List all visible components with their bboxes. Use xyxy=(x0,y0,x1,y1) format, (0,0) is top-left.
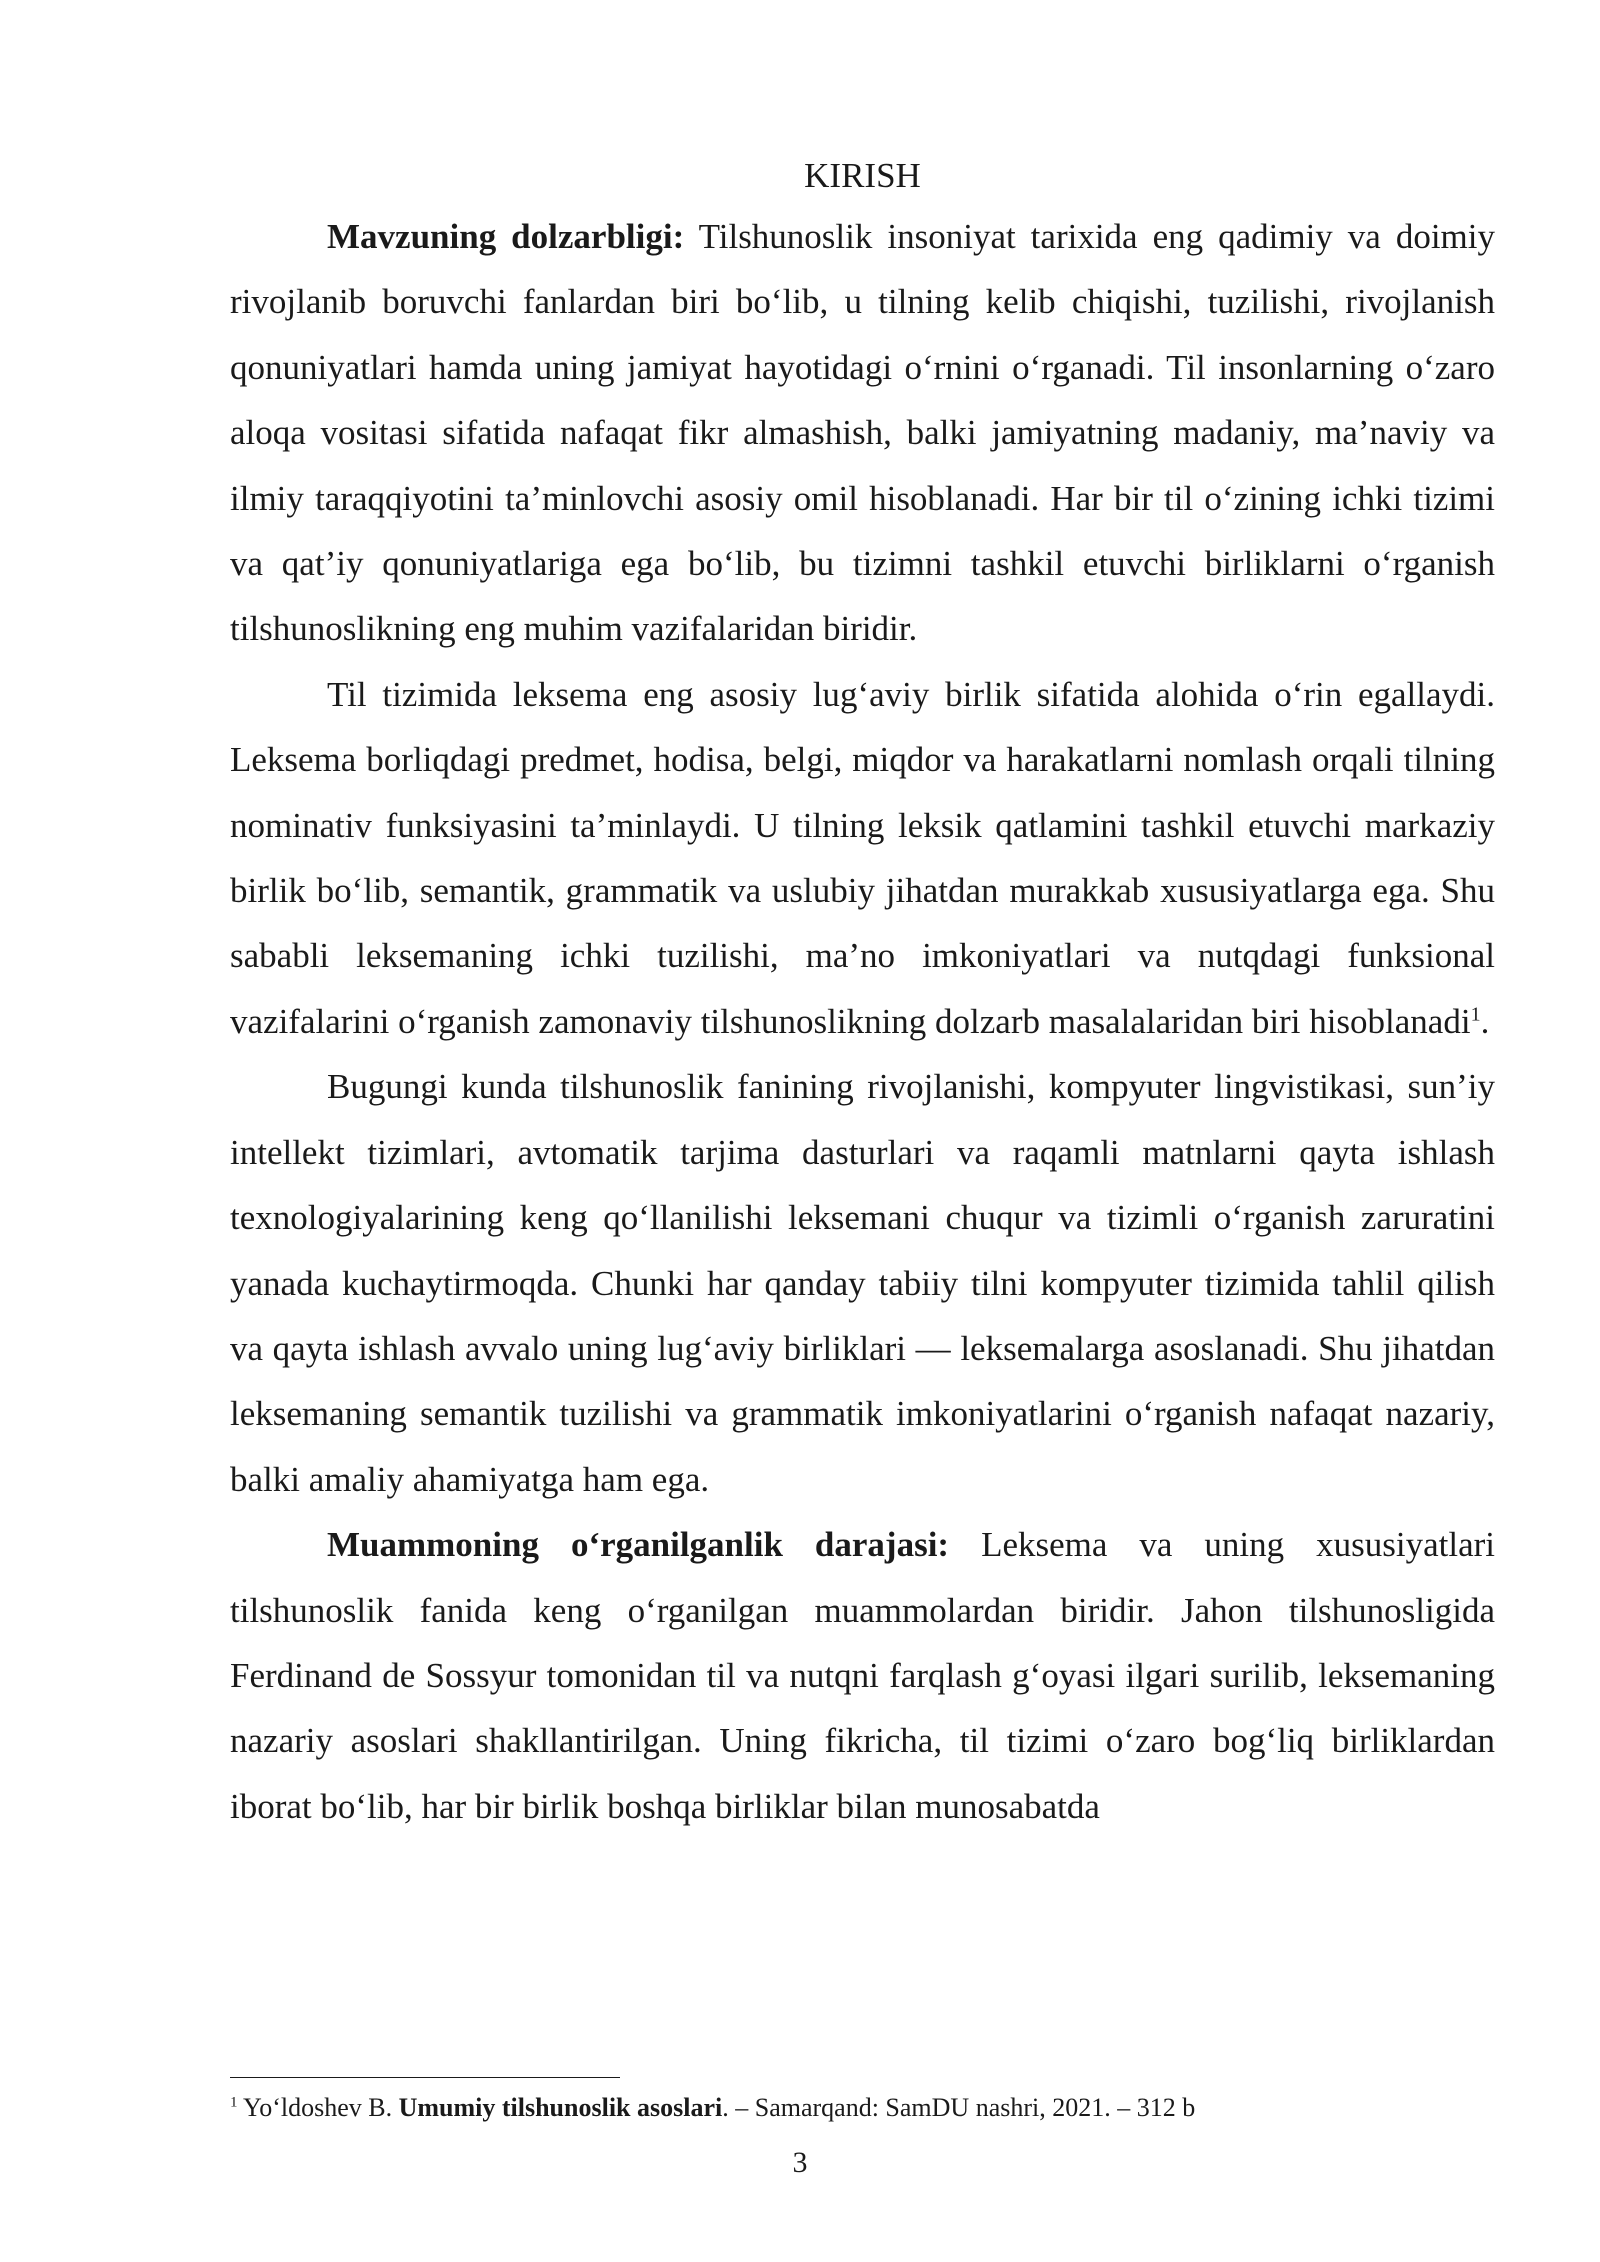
page-body xyxy=(230,148,1495,1839)
paragraph-text: Tilshunoslik insoniyat tarixida eng qadimiy va doimiy rivojlanib boruvchi fanlardan biri bo‘lib, u tilning kelib chiqishi, tuzilishi, rivojlanish qonuniyatlari hamda uning jamiyat hayotidagi o‘rnini o‘rganadi. Til insonlarning o‘zaro aloqa vositasi sifatida nafaqat fikr almashish, balki jamiyatning madaniy, ma’naviy va ilmiy taraqqiyotini ta’minlovchi asosiy omil hisoblanadi. Har bir til o‘zining ichki tizimi va qat’iy qonuniyatlariga ega bo‘lib, bu tizimni tashkil etuvchi birliklarni o‘rganish tilshunoslikning eng muhim vazifalaridan biridir. xyxy=(230,217,1495,649)
footnote-publication: . – Samarqand: SamDU nashri, 2021. – 312 b xyxy=(722,2093,1196,2122)
paragraph-lead-relevance: Mavzuning dolzarbligi: xyxy=(327,217,685,256)
paragraph-tail: . xyxy=(1480,1001,1490,1041)
paragraph-relevance xyxy=(230,204,1495,662)
paragraph-text: Bugungi kunda tilshunoslik fanining rivojlanishi, kompyuter lingvistikasi, sun’iy intellekt tizimlari, avtomatik tarjima dasturlari va raqamli matnlarni qayta ishlash texnologiyalarining keng qo‘llanilishi leksemani chuqur va tizimli o‘rganish zaruratini yanada kuchaytirmoqda. Chunki har qanday tabiiy tilni kompyuter tizimida tahlil qilish va qayta ishlash avvalo uning lug‘aviy birliklari — leksemalarga asoslanadi. Shu jihatdan leksemaning semantik tuzilishi va grammatik imkoniyatlarini o‘rganish nafaqat nazariy, balki amaliy ahamiyatga ham ega. xyxy=(230,1067,1495,1499)
footnote-book-title: Umumiy tilshunoslik asoslari xyxy=(398,2093,723,2122)
page-number: 3 xyxy=(792,2146,808,2179)
paragraph-lexeme xyxy=(230,662,1495,1054)
footnote xyxy=(230,2088,1495,2128)
footnote-marker: 1 xyxy=(230,2094,238,2111)
paragraph-study-level xyxy=(230,1512,1495,1839)
paragraph-text: Til tizimida leksema eng asosiy lug‘aviy birlik sifatida alohida o‘rin egallaydi. Leksema borliqdagi predmet, hodisa, belgi, miqdor va harakatlarni nomlash orqali tilning nominativ funksiyasini ta’minlaydi. U tilning leksik qatlamini tashkil etuvchi markaziy birlik bo‘lib, semantik, grammatik va uslubiy jihatdan murakkab xususiyatlarga ega. Shu sababli leksemaning ichki tuzilishi, ma’no imkoniyatlari va nutqdagi funksional vazifalarini o‘rganish zamonaviy tilshunoslikning dolzarb masalalaridan biri hisoblanadi xyxy=(230,674,1495,1041)
paragraph-lead-study-level: Muammoning o‘rganilganlik darajasi: xyxy=(327,1525,950,1565)
page-title: KIRISH xyxy=(804,156,921,195)
paragraph-today xyxy=(230,1054,1495,1512)
footnote-separator xyxy=(230,2077,620,2078)
footnote-author: Yo‘ldoshev B. xyxy=(237,2093,399,2122)
footnote-reference[interactable]: 1 xyxy=(1470,1003,1481,1026)
paragraph-text: Leksema va uning xususiyatlari tilshunoslik fanida keng o‘rganilgan muammolardan biridir. Jahon tilshunosligida Ferdinand de Sossyur tomonidan til va nutqni farqlash g‘oyasi ilgari surilib, leksemaning nazariy asoslari shakllantirilgan. Uning fikricha, til tizimi o‘zaro bog‘liq birliklardan iborat bo‘lib, har bir birlik boshqa birliklar bilan munosabatda xyxy=(230,1525,1496,1826)
